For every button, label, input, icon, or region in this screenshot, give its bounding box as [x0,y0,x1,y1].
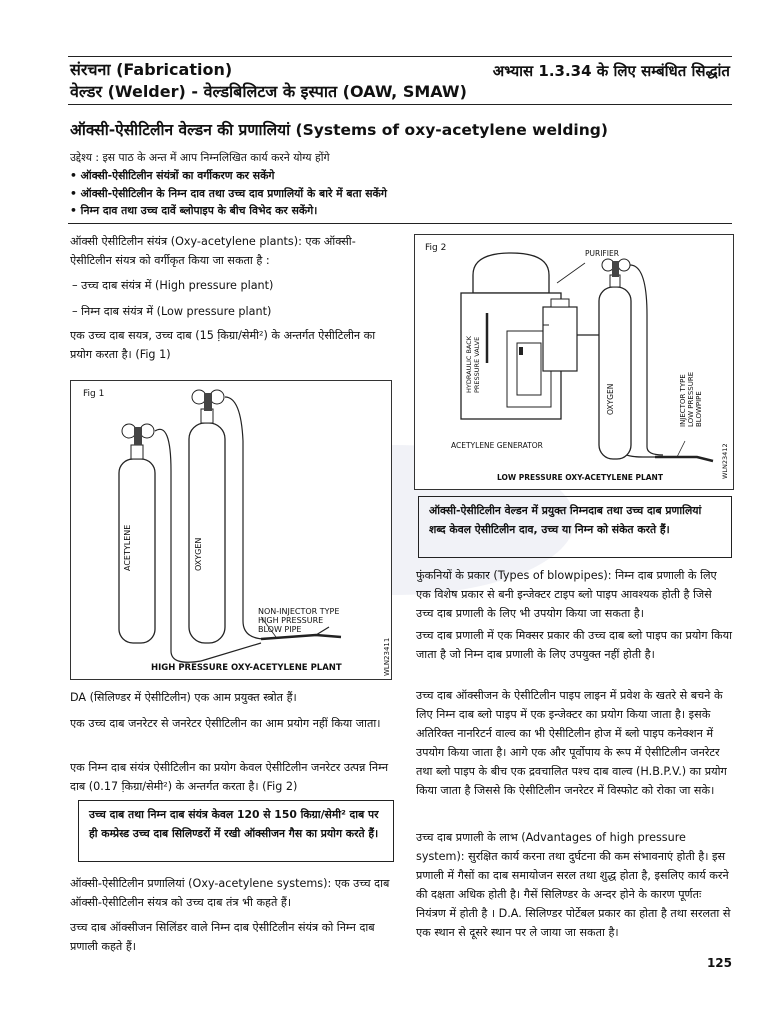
objectives-intro: उद्देश्य : इस पाठ के अन्त में आप निम्नलिखित कार्य करने योग्य होंगे [70,151,330,164]
header-subject: संरचना (Fabrication) [70,60,233,79]
objective-item: • निम्न दाव तथा उच्च दावें ब्लोपाइप के बीच विभेद कर सकेंगे। [70,204,318,217]
fig2-drawing [415,235,733,489]
blowpipes-paragraph: फुंकनियों के प्रकार (Types of blowpipes): निम्न दाब प्रणाली के लिए एक विशेष प्रकार से बनी इन्जेक्टर टाइप ब्लो पाइप आवश्यक होती है जिसे उच्च दाब प्रणाली के लिए भी उपयोग किया जा सकता है। [416,569,717,620]
page-number: 125 [706,956,732,970]
fig1-high-pressure-plant [70,380,392,680]
fig1-label: Fig 1 [83,389,105,399]
objective-item: • ऑक्सी-ऐसीटिलीन संयंत्रों का वर्गीकरण कर सकेंगे [70,169,275,182]
objectives-list [70,167,710,220]
fig1-caption: HIGH PRESSURE OXY-ACETYLENE PLANT [151,663,342,673]
left-note-box: उच्च दाब तथा निम्न दाब संयंत्र केवल 120 से 150 किग्रा/सेमी² दाब पर ही कम्प्रेस्ड उच्च दाब सिलिण्डरों में रखी ऑक्सीजन गैस का प्रयोग करते हैं। [78,800,394,862]
high-pressure-paragraph: एक उच्च दाब सयत्र, उच्च दाब (15 कि़ग्रा/सेमी²) के अन्तर्गत ऐसीटिलीन का प्रयोग करता है। (Fig 1) [70,329,376,361]
plants-paragraph: ऑक्सी ऐसीटिलीन संयंत्र (Oxy-acetylene plants): एक ऑक्सी-ऐसीटिलीन संयत्र को वर्गीकृत किया जा सकता है : [70,235,356,267]
blowpipe-label: NON-INJECTOR TYPE HIGH PRESSURE BLOW PIPE [258,607,340,634]
oxygen-label: OXYGEN [194,537,203,571]
header-bottom-rule [68,104,732,105]
fig1-drawing [71,381,391,679]
fig2-low-pressure-plant [414,234,734,490]
injector-label: INJECTOR TYPE LOW PRESSURE BLOWPIPE [679,371,703,427]
header-exercise: अभ्यास 1.3.34 के लिए सम्बंधित सिद्धांत [492,62,730,80]
da-paragraph: DA (सिलिण्डर में ऐसीटिलीन) एक आम प्रयुक्त स्त्रोत हैं। [70,691,297,704]
advantages-paragraph: उच्च दाब प्रणाली के लाभ (Advantages of high pressure system): सुरक्षित कार्य करना तथा दुर्घटना की कम संभावनाएं होती है। इस प्रणाली में गैसों का दाब समायोजन सरल तथा शुद्ध होता है, इसलिए कार्य करने की दक्षता अधिक होती है। गैसें सिलिण्डर के अन्दर होने के कारण पूर्णतः नियंत्रण में होती है । D.A. सिलिण्डर पोर्टेबल प्रकार का होता है तथा सरलता से एक स्थान से दूसरे स्थान पर ले जाया जा सकता है। [416,831,731,939]
fig2-caption: LOW PRESSURE OXY-ACETYLENE PLANT [497,473,663,482]
objective-item: • ऑक्सी-ऐसीटिलीन के निम्न दाव तथा उच्च दाव प्रणालियों के बारे में बता सकेंगे [70,186,387,200]
cylinder-paragraph: उच्च दाब ऑक्सीजन सिलिंडर वाले निम्न दाब ऐसीटिलीन संयंत्र को निम्न दाब प्रणाली कहते हैं। [70,921,375,953]
generator-label: ACETYLENE GENERATOR [451,441,543,450]
acetylene-label: ACETYLENE [123,524,132,571]
hbpv-paragraph: उच्च दाब ऑक्सीजन के ऐसीटिलीन पाइप लाइन में प्रवेश के खतरे से बचने के लिए निम्न दाब ब्लो पाइप में एक इन्जेक्टर का प्रयोग किया जाता है। इसके अतिरिक्त नानरिटर्न वाल्व का भी ऐसीटिलीन होज में ब्लो पाइप कनेक्शन में उपयोग किया जाता है। आगे एक और पूर्वोपाय के रूप में ऐसीटिलीन जनरेटर तथा ब्लो पाइप के बीच एक द्रवचालित पश्च दाब वाल्व (H.B.P.V.) का प्रयोग किया जाता है जिससे कि ऐसीटिलीन जनरेटर में विस्फोट को रोका जा सके। [416,689,727,797]
plant-high-item: – उच्च दाब संयंत्र में (High pressure plant) [72,279,274,292]
fig1-code: WLN23411 [383,637,391,676]
mixer-paragraph: उच्च दाब प्रणाली में एक मिक्सर प्रकार की उच्च दाब ब्लो पाइप का प्रयोग किया जाता है जो निम्न दाब प्रणाली के लिए उपयुक्त नहीं होती है। [416,629,733,661]
systems-paragraph: ऑक्सी-ऐसीटिलीन प्रणालियां (Oxy-acetylene systems): एक उच्च दाब ऑक्सी-ऐसीटिलीन संयत्र को उच्च दाब तंत्र भी कहते हैं। [70,877,390,909]
low-pressure-paragraph: एक निम्न दाब संयंत्र ऐसीटिलीन का प्रयोग केवल ऐसीटिलीन जनरेटर उत्पन्न निम्न दाब (0.17 कि़ग्रा/सेमी²) के अन्तर्गत करता है। (Fig 2) [70,761,389,793]
fig2-label: Fig 2 [425,243,447,253]
fig2-oxygen-label: OXYGEN [606,383,615,415]
right-note-box: ऑक्सी-ऐसीटिलीन वेल्डन में प्रयुक्त निम्नदाब तथा उच्च दाब प्रणालियां शब्द केवल ऐसीटिलीन दाव, उच्च या निम्न को संकेत करते हैं। [418,496,732,558]
fig2-code: WLN23412 [721,443,729,479]
purifier-label: PURIFIER [585,249,619,258]
plant-low-item: – निम्न दाब संयंत्र में (Low pressure plant) [72,305,272,318]
section-title: ऑक्सी-ऐसीटिलीन वेल्डन की प्रणालियां (Systems of oxy-acetylene welding) [70,121,608,139]
objectives-rule [68,223,732,224]
valve-label: HYDRAULIC BACK PRESSURE VALVE [465,335,481,393]
header-top-rule [68,56,732,57]
generator-paragraph: एक उच्च दाब जनरेटर से जनरेटर ऐसीटिलीन का आम प्रयोग नहीं किया जाता। [70,717,381,730]
header-trade: वेल्डर (Welder) - वेल्डबिलिटज के इस्पात (OAW, SMAW) [70,82,467,101]
